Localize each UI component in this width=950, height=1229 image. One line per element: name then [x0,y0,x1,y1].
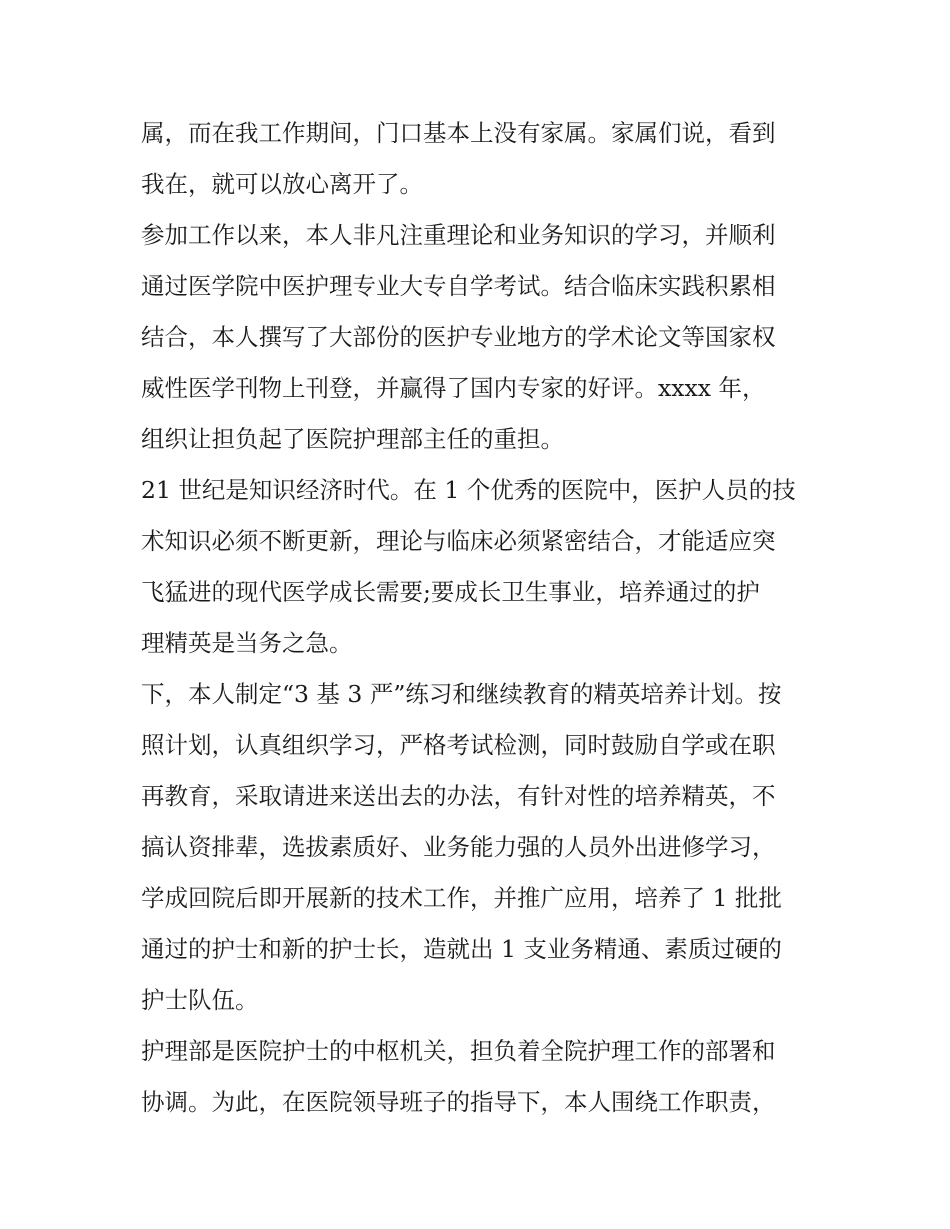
text-line: 威性医学刊物上刊登，并赢得了国内专家的好评。xxxx 年， [141,374,766,402]
text-line: 通过的护士和新的护士长，造就出 1 支业务精通、素质过硬的 [141,935,782,963]
text-line: 下，本人制定“3 基 3 严”练习和继续教育的精英培养计划。按 [141,680,782,708]
text-line: 再教育，采取请进来送出去的办法，有针对性的培养精英，不 [141,782,776,810]
text-line: 组织让担负起了医院护理部主任的重担。 [141,425,564,453]
text-line: 搞认资排辈，选拔素质好、业务能力强的人员外出进修学习， [141,833,776,861]
text-line: 护理部是医院护士的中枢机关，担负着全院护理工作的部署和 [141,1037,776,1065]
text-line: 术知识必须不断更新，理论与临床必须紧密结合，才能适应突 [141,527,776,555]
text-line: 照计划，认真组织学习，严格考试检测，同时鼓励自学或在职 [141,731,776,759]
text-line: 参加工作以来，本人非凡注重理论和业务知识的学习，并顺利 [141,221,776,249]
text-line: 我在，就可以放心离开了。 [141,170,423,198]
document-body [141,108,831,1128]
text-line: 学成回院后即开展新的技术工作，并推广应用，培养了 1 批批 [141,884,782,912]
text-line: 结合，本人撰写了大部份的医护专业地方的学术论文等国家权 [141,323,776,351]
text-line: 理精英是当务之急。 [141,629,353,657]
text-line: 护士队伍。 [141,986,259,1014]
text-line: 属，而在我工作期间，门口基本上没有家属。家属们说，看到 [141,119,776,147]
text-line: 飞猛进的现代医学成长需要;要成长卫生事业，培养通过的护 [141,578,760,606]
text-line: 通过医学院中医护理专业大专自学考试。结合临床实践积累相 [141,272,776,300]
text-line: 协调。为此，在医院领导班子的指导下，本人围绕工作职责， [141,1088,776,1116]
text-line: 21 世纪是知识经济时代。在 1 个优秀的医院中，医护人员的技 [141,476,796,504]
